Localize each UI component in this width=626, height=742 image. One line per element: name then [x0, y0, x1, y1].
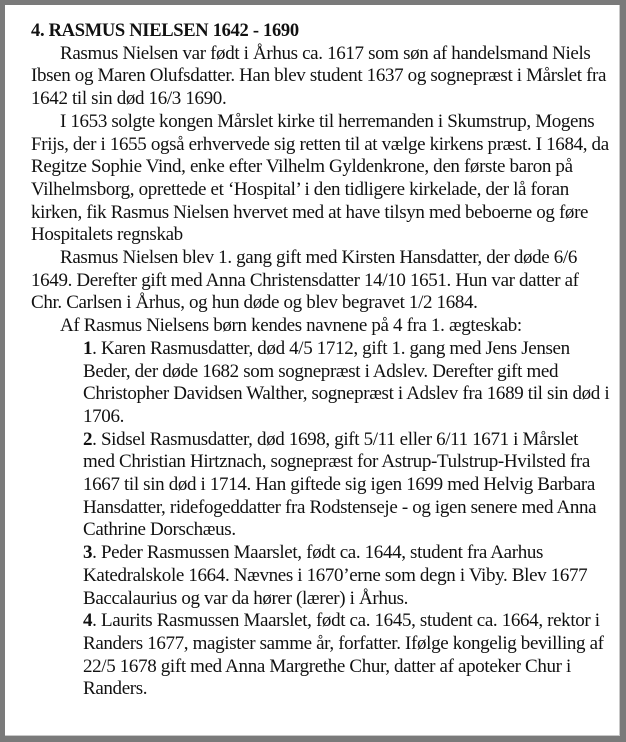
list-item [83, 542, 611, 610]
list-item-text: . Peder Rasmussen Maarslet, født ca. 1644, student fra Aarhus Katedralskole 1664. Nævnes i 1670’erne som degn i Viby. Blev 1677 Baccalaurius og var da hører (lærer) i Århus. [83, 542, 588, 609]
list-item-number: 1 [83, 337, 93, 359]
document-content [31, 20, 611, 701]
list-item-text: . Sidsel Rasmusdatter, død 1698, gift 5/11 eller 6/11 1671 i Mårslet med Christian Hirtznach, sognepræst for Astrup-Tulstrup-Hvilsted fra 1667 til sin død i 1714. Han giftede sig igen 1699 med Helvig Barbara Hansdatter, ridefogeddatter fra Rodstenseje - og igen senere med Anna Cathrine Dorschæus. [83, 428, 597, 541]
paragraph-marriages: Rasmus Nielsen blev 1. gang gift med Kirsten Hansdatter, der døde 6/6 1649. Derefter gift med Anna Christensdatter 14/10 1651. Hun var datter af Chr. Carlsen i Århus, og hun døde og blev begravet 1/2 1684. [31, 247, 579, 314]
paragraph-church-history: I 1653 solgte kongen Mårslet kirke til herremanden i Skumstrup, Mogens Frijs, der i 1655 også erhvervede sig retten til at vælge kirkens præst. I 1684, da Regitze Sophie Vind, enke efter Vilhelm Gyldenkrone, den første baron på Vilhelmsborg, oprettede et ‘Hospital’ i den tidligere kirkelade, der lå foran kirken, fik Rasmus Nielsen hvervet med at have tilsyn med beboerne og føre Hospitalets regnskab [31, 110, 609, 246]
list-item [83, 610, 611, 701]
list-item-number: 3 [83, 542, 93, 564]
list-item [83, 429, 611, 543]
document-page [5, 5, 620, 736]
list-item-number: 4 [83, 610, 93, 632]
list-item-text: . Laurits Rasmussen Maarslet, født ca. 1645, student ca. 1664, rektor i Randers 1677, magister samme år, forfatter. Ifølge kongelig bevilling af 22/5 1678 gift med Anna Margrethe Chur, datter af apoteker Chur i Randers. [83, 610, 604, 700]
list-item-number: 2 [83, 428, 93, 450]
paragraph-children-intro: Af Rasmus Nielsens børn kendes navnene på 4 fra 1. ægteskab: [60, 315, 522, 337]
document-title: 4. RASMUS NIELSEN 1642 - 1690 [31, 21, 299, 41]
list-item [83, 338, 611, 429]
children-list [83, 338, 611, 701]
paragraph-biography: Rasmus Nielsen var født i Århus ca. 1617 som søn af handelsmand Niels Ibsen og Maren Olufsdatter. Han blev student 1637 og sognepræst i Mårslet fra 1642 til sin død 16/3 1690. [31, 42, 607, 110]
list-item-text: . Karen Rasmusdatter, død 4/5 1712, gift 1. gang med Jens Jensen Beder, der døde 1682 som sognepræst i Adslev. Derefter gift med Christopher Davidsen Walther, sognepræst i Adslev fra 1689 til sin død i 1706. [83, 337, 610, 427]
